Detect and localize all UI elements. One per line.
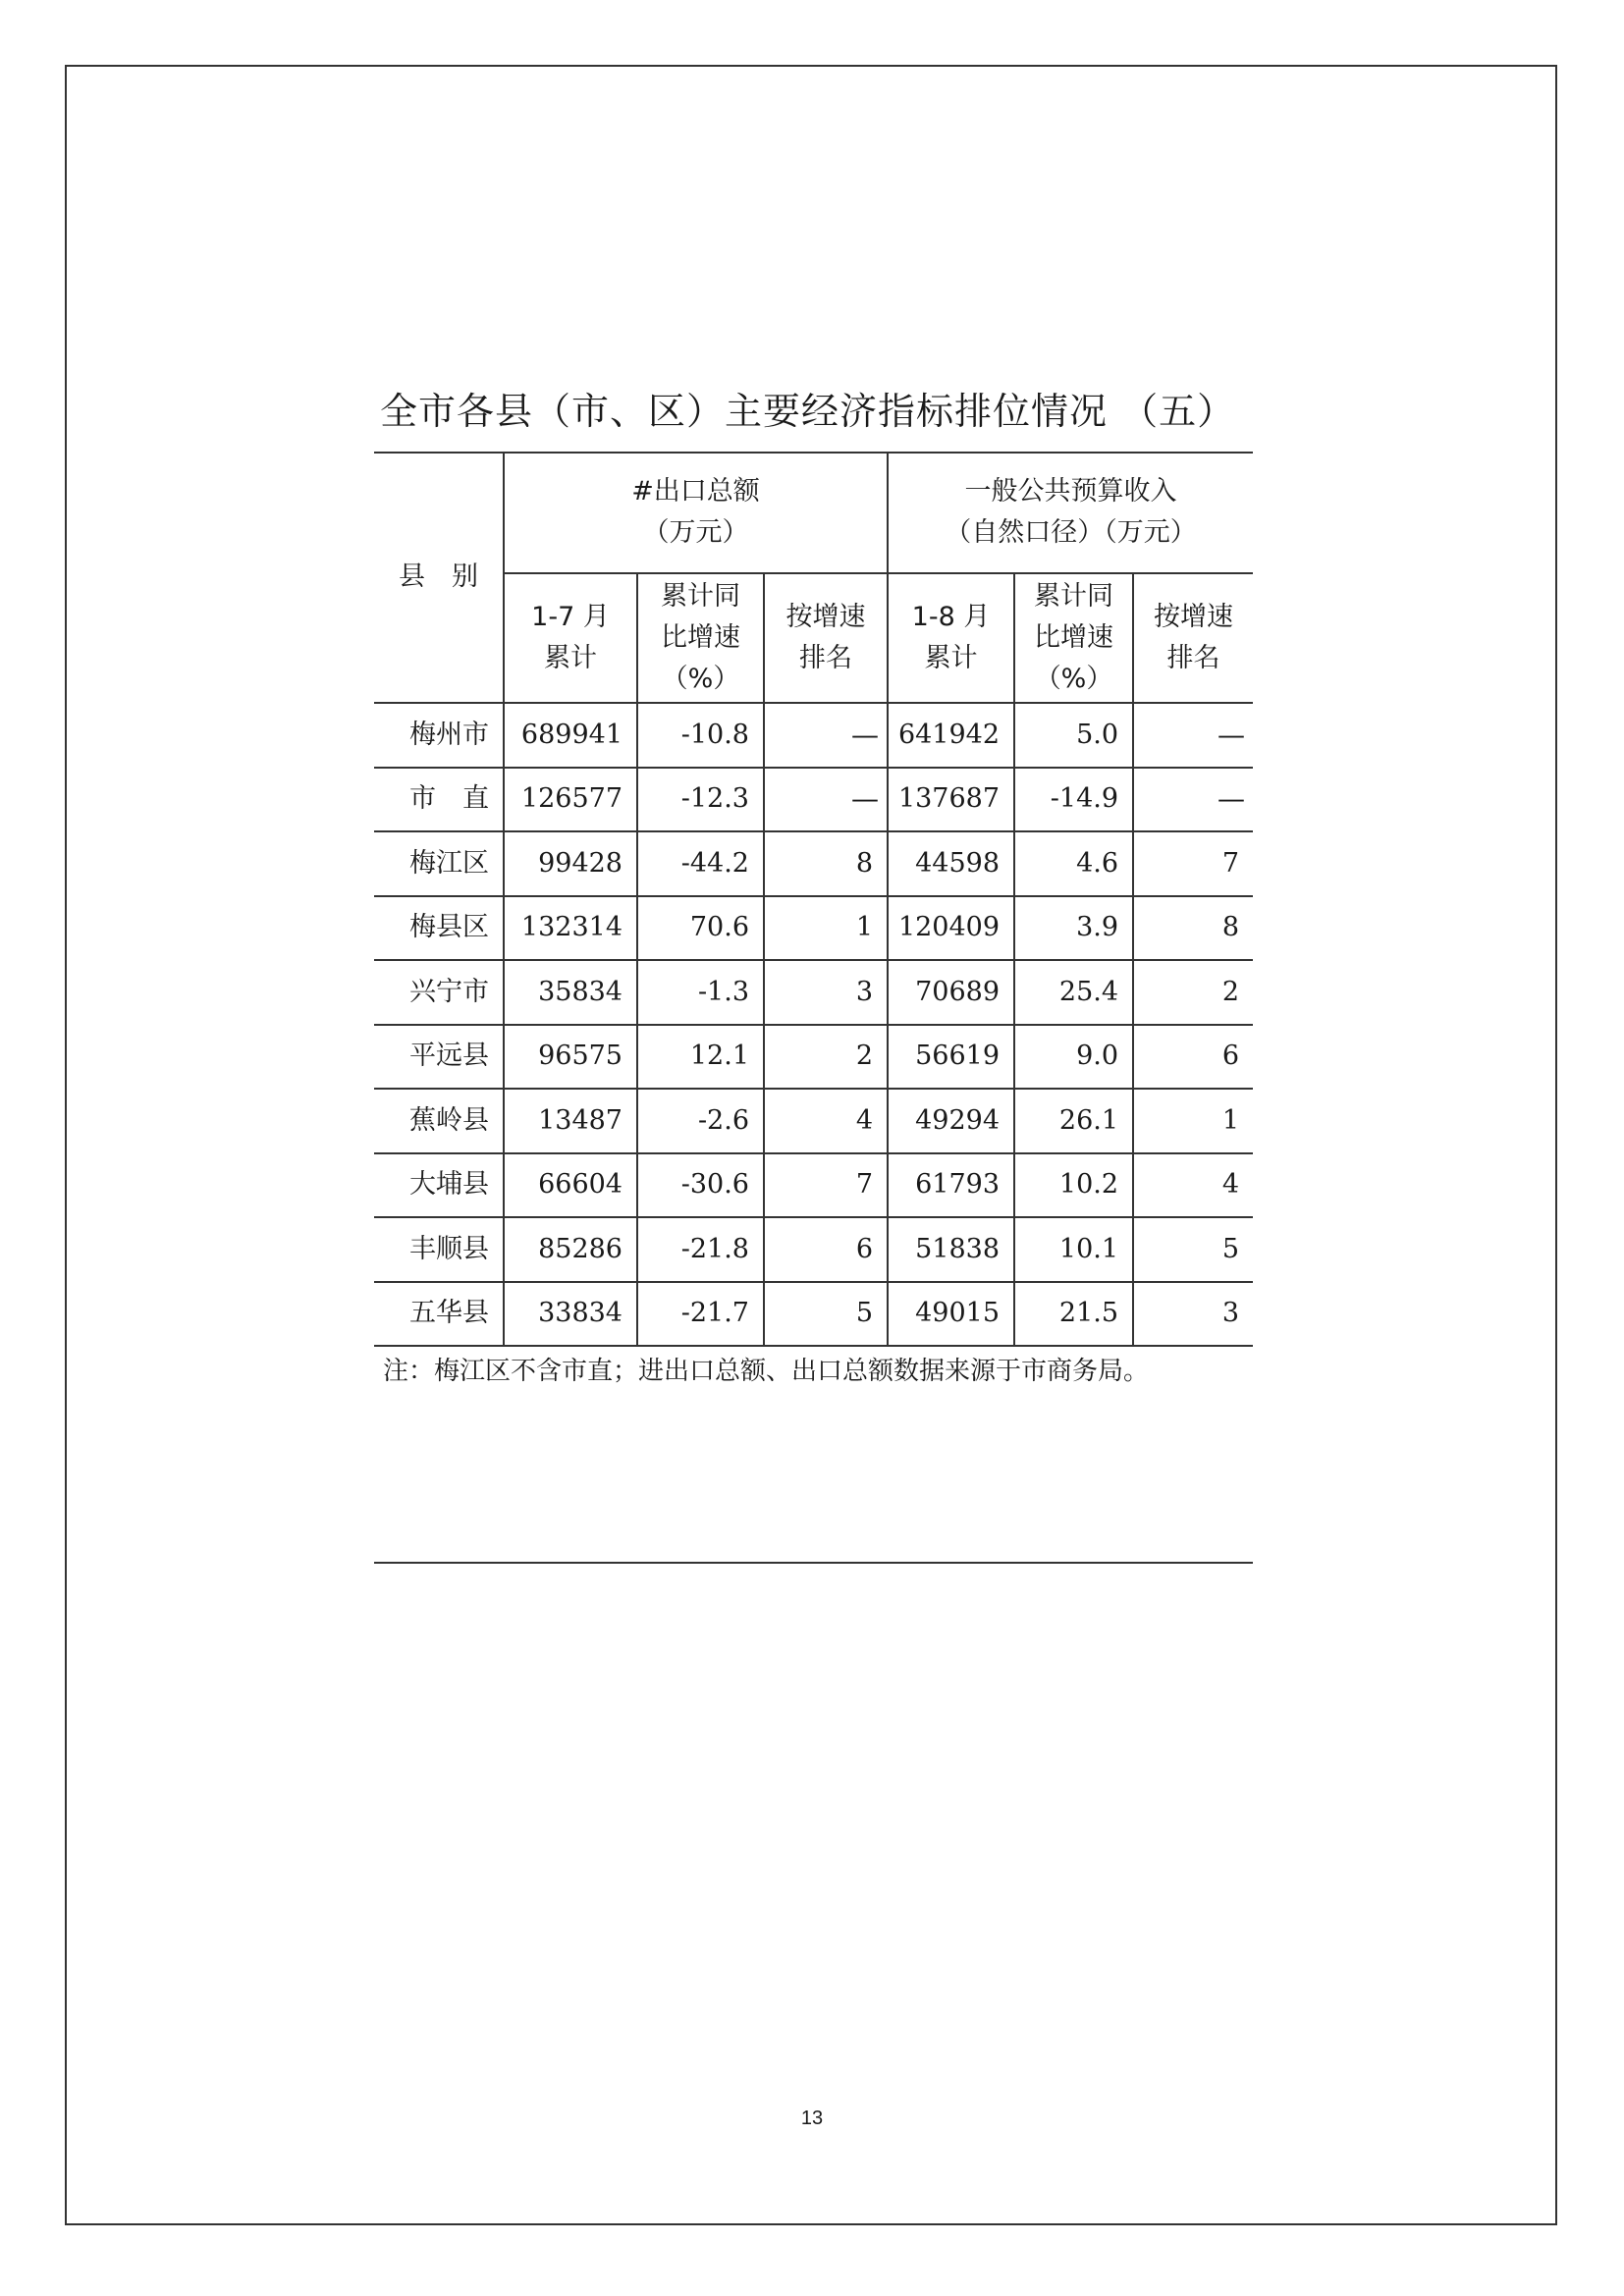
revenue-growth-cell: 4.6 xyxy=(1014,831,1133,896)
revenue-cumulative-cell: 641942 xyxy=(888,703,1014,768)
table-row xyxy=(374,703,1253,768)
export-cumulative-header: 1-7 月 累计 xyxy=(504,573,637,703)
revenue-cumulative-header: 1-8 月 累计 xyxy=(888,573,1014,703)
revenue-cumulative-cell: 137687 xyxy=(888,768,1014,832)
export-rank-cell: 7 xyxy=(764,1153,888,1218)
export-rank-cell: 8 xyxy=(764,831,888,896)
export-group-header: #出口总额 （万元） xyxy=(504,452,888,573)
revenue-rank-cell: 3 xyxy=(1133,1282,1253,1347)
export-cumulative-cell: 33834 xyxy=(504,1282,637,1347)
export-growth-cell: -12.3 xyxy=(637,768,764,832)
revenue-cumulative-cell: 120409 xyxy=(888,896,1014,961)
table-row xyxy=(374,1282,1253,1347)
export-growth-cell: -30.6 xyxy=(637,1153,764,1218)
export-cumulative-cell: 85286 xyxy=(504,1217,637,1282)
table-row xyxy=(374,896,1253,961)
export-rank-cell: 5 xyxy=(764,1282,888,1347)
export-cumulative-cell: 13487 xyxy=(504,1089,637,1153)
header-row-group xyxy=(374,452,1253,573)
revenue-rank-cell: — xyxy=(1133,768,1253,832)
revenue-rank-cell: 5 xyxy=(1133,1217,1253,1282)
county-cell: 蕉岭县 xyxy=(374,1089,504,1153)
page-number: 13 xyxy=(800,2108,824,2129)
export-cumulative-cell: 66604 xyxy=(504,1153,637,1218)
export-growth-cell: -44.2 xyxy=(637,831,764,896)
export-growth-cell: -2.6 xyxy=(637,1089,764,1153)
export-rank-header: 按增速 排名 xyxy=(764,573,888,703)
export-rank-cell: — xyxy=(764,703,888,768)
county-cell: 梅县区 xyxy=(374,896,504,961)
table-row xyxy=(374,831,1253,896)
export-growth-header: 累计同 比增速 （%） xyxy=(637,573,764,703)
revenue-growth-cell: -14.9 xyxy=(1014,768,1133,832)
county-cell: 平远县 xyxy=(374,1025,504,1090)
header-row-sub xyxy=(374,573,1253,703)
table-row xyxy=(374,768,1253,832)
export-cumulative-cell: 35834 xyxy=(504,960,637,1025)
export-growth-cell: 70.6 xyxy=(637,896,764,961)
county-cell: 大埔县 xyxy=(374,1153,504,1218)
county-cell: 市 直 xyxy=(374,768,504,832)
revenue-cumulative-cell: 70689 xyxy=(888,960,1014,1025)
revenue-growth-cell: 5.0 xyxy=(1014,703,1133,768)
revenue-cumulative-cell: 49294 xyxy=(888,1089,1014,1153)
export-rank-cell: 6 xyxy=(764,1217,888,1282)
county-cell: 梅江区 xyxy=(374,831,504,896)
table-row xyxy=(374,1217,1253,1282)
revenue-rank-cell: 1 xyxy=(1133,1089,1253,1153)
revenue-growth-cell: 9.0 xyxy=(1014,1025,1133,1090)
export-cumulative-cell: 126577 xyxy=(504,768,637,832)
revenue-rank-cell: 4 xyxy=(1133,1153,1253,1218)
revenue-cumulative-cell: 44598 xyxy=(888,831,1014,896)
revenue-cumulative-cell: 56619 xyxy=(888,1025,1014,1090)
table-footnote: 注：梅江区不含市直；进出口总额、出口总额数据来源于市商务局。 xyxy=(383,1357,1150,1386)
revenue-cumulative-cell: 51838 xyxy=(888,1217,1014,1282)
export-rank-cell: 1 xyxy=(764,896,888,961)
county-cell: 五华县 xyxy=(374,1282,504,1347)
revenue-rank-cell: 8 xyxy=(1133,896,1253,961)
revenue-cumulative-cell: 49015 xyxy=(888,1282,1014,1347)
revenue-growth-cell: 10.1 xyxy=(1014,1217,1133,1282)
revenue-rank-cell: 6 xyxy=(1133,1025,1253,1090)
county-cell: 梅州市 xyxy=(374,703,504,768)
export-growth-cell: -21.7 xyxy=(637,1282,764,1347)
export-rank-cell: 3 xyxy=(764,960,888,1025)
revenue-rank-cell: 7 xyxy=(1133,831,1253,896)
bottom-rule xyxy=(374,1562,1253,1564)
table-row xyxy=(374,1153,1253,1218)
export-cumulative-cell: 132314 xyxy=(504,896,637,961)
revenue-cumulative-cell: 61793 xyxy=(888,1153,1014,1218)
export-growth-cell: -10.8 xyxy=(637,703,764,768)
export-rank-cell: 4 xyxy=(764,1089,888,1153)
export-rank-cell: — xyxy=(764,768,888,832)
revenue-growth-header: 累计同 比增速 （%） xyxy=(1014,573,1133,703)
revenue-rank-cell: — xyxy=(1133,703,1253,768)
revenue-growth-cell: 21.5 xyxy=(1014,1282,1133,1347)
table-row xyxy=(374,960,1253,1025)
revenue-growth-cell: 26.1 xyxy=(1014,1089,1133,1153)
export-cumulative-cell: 96575 xyxy=(504,1025,637,1090)
revenue-rank-header: 按增速 排名 xyxy=(1133,573,1253,703)
export-growth-cell: -21.8 xyxy=(637,1217,764,1282)
export-growth-cell: 12.1 xyxy=(637,1025,764,1090)
county-cell: 兴宁市 xyxy=(374,960,504,1025)
revenue-growth-cell: 10.2 xyxy=(1014,1153,1133,1218)
export-rank-cell: 2 xyxy=(764,1025,888,1090)
indicator-table xyxy=(374,452,1253,1347)
county-cell: 丰顺县 xyxy=(374,1217,504,1282)
export-growth-cell: -1.3 xyxy=(637,960,764,1025)
revenue-growth-cell: 3.9 xyxy=(1014,896,1133,961)
revenue-rank-cell: 2 xyxy=(1133,960,1253,1025)
revenue-growth-cell: 25.4 xyxy=(1014,960,1133,1025)
table-row xyxy=(374,1089,1253,1153)
export-cumulative-cell: 99428 xyxy=(504,831,637,896)
page-title: 全市各县（市、区）主要经济指标排位情况 （五） xyxy=(380,390,1236,433)
export-cumulative-cell: 689941 xyxy=(504,703,637,768)
table-row xyxy=(374,1025,1253,1090)
county-column-header: 县 别 xyxy=(374,452,504,703)
revenue-group-header: 一般公共预算收入 （自然口径）（万元） xyxy=(888,452,1253,573)
